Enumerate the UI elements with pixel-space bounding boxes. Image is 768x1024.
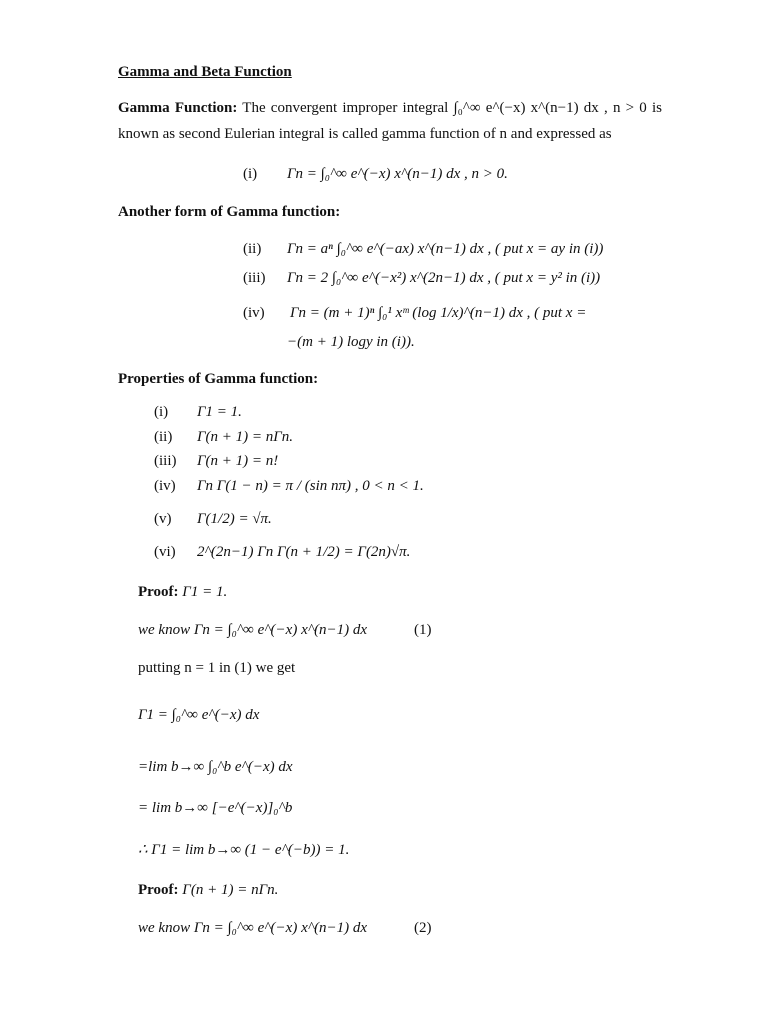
another-form-eq: Γn = aⁿ ∫₀^∞ e^(−ax) x^(n−1) dx , ( put x = ay in (i)): [287, 241, 604, 257]
page-title: Gamma and Beta Function: [118, 64, 292, 80]
gamma-definition-text: The convergent improper integral ∫₀^∞ e^(−x) x^(n−1) dx , n > 0 is: [242, 100, 662, 116]
equation-number: (1): [414, 622, 432, 638]
gamma-function-label: Gamma Function:: [118, 100, 238, 116]
proof-1-step: =lim b→∞ ∫₀^b e^(−x) dx: [138, 759, 293, 775]
property-num: (iv): [154, 478, 176, 494]
proof-2-known-equation: we know Γn = ∫₀^∞ e^(−x) x^(n−1) dx: [138, 920, 368, 936]
proof-1-known-equation: we know Γn = ∫₀^∞ e^(−x) x^(n−1) dx: [138, 622, 368, 638]
property-num: (iii): [154, 453, 177, 469]
proof-label: Proof:: [138, 584, 179, 600]
equation-i: Γn = ∫₀^∞ e^(−x) x^(n−1) dx , n > 0.: [287, 166, 508, 182]
proof-1-substitution: putting n = 1 in (1) we get: [138, 660, 296, 676]
property-num: (v): [154, 511, 172, 527]
equation-i-number: (i): [243, 166, 258, 182]
proof-1-conclusion: ∴ Γ1 = lim b→∞ (1 − e^(−b)) = 1.: [138, 842, 350, 858]
property-num: (ii): [154, 429, 173, 445]
proof-statement: Γ1 = 1.: [182, 584, 228, 600]
property-eq: Γ(n + 1) = nΓn.: [197, 429, 294, 445]
proof-1-step: Γ1 = ∫₀^∞ e^(−x) dx: [138, 707, 260, 723]
gamma-definition-line2: known as second Eulerian integral is called gamma function of n and expressed as: [118, 126, 612, 142]
another-form-eq-continued: −(m + 1) logy in (i)).: [287, 334, 415, 350]
gamma-definition-line1: [118, 98, 662, 118]
proof-label: Proof:: [138, 882, 179, 898]
another-form-eq: Γn = 2 ∫₀^∞ e^(−x²) x^(2n−1) dx , ( put x = y² in (i)): [287, 270, 601, 286]
proof-1-step: = lim b→∞ [−e^(−x)]₀^b: [138, 800, 293, 816]
proof-statement: Γ(n + 1) = nΓn.: [182, 882, 279, 898]
property-num: (i): [154, 404, 169, 420]
properties-heading: Properties of Gamma function:: [118, 371, 319, 387]
another-form-num: (ii): [243, 241, 262, 257]
property-eq: Γ1 = 1.: [197, 404, 242, 420]
proof-1-heading: [138, 582, 227, 602]
proof-2-heading: [138, 880, 278, 900]
property-eq: 2^(2n−1) Γn Γ(n + 1/2) = Γ(2n)√π.: [197, 544, 411, 560]
another-form-num: (iv): [243, 305, 265, 321]
property-num: (vi): [154, 544, 176, 560]
another-form-num: (iii): [243, 270, 266, 286]
another-form-eq: Γn = (m + 1)ⁿ ∫₀¹ xᵐ (log 1/x)^(n−1) dx , ( put x =: [290, 305, 587, 321]
equation-number: (2): [414, 920, 432, 936]
another-form-heading: Another form of Gamma function:: [118, 204, 341, 220]
property-eq: Γ(n + 1) = n!: [197, 453, 279, 469]
property-eq: Γn Γ(1 − n) = π / (sin nπ) , 0 < n < 1.: [197, 478, 424, 494]
property-eq: Γ(1/2) = √π.: [197, 511, 272, 527]
